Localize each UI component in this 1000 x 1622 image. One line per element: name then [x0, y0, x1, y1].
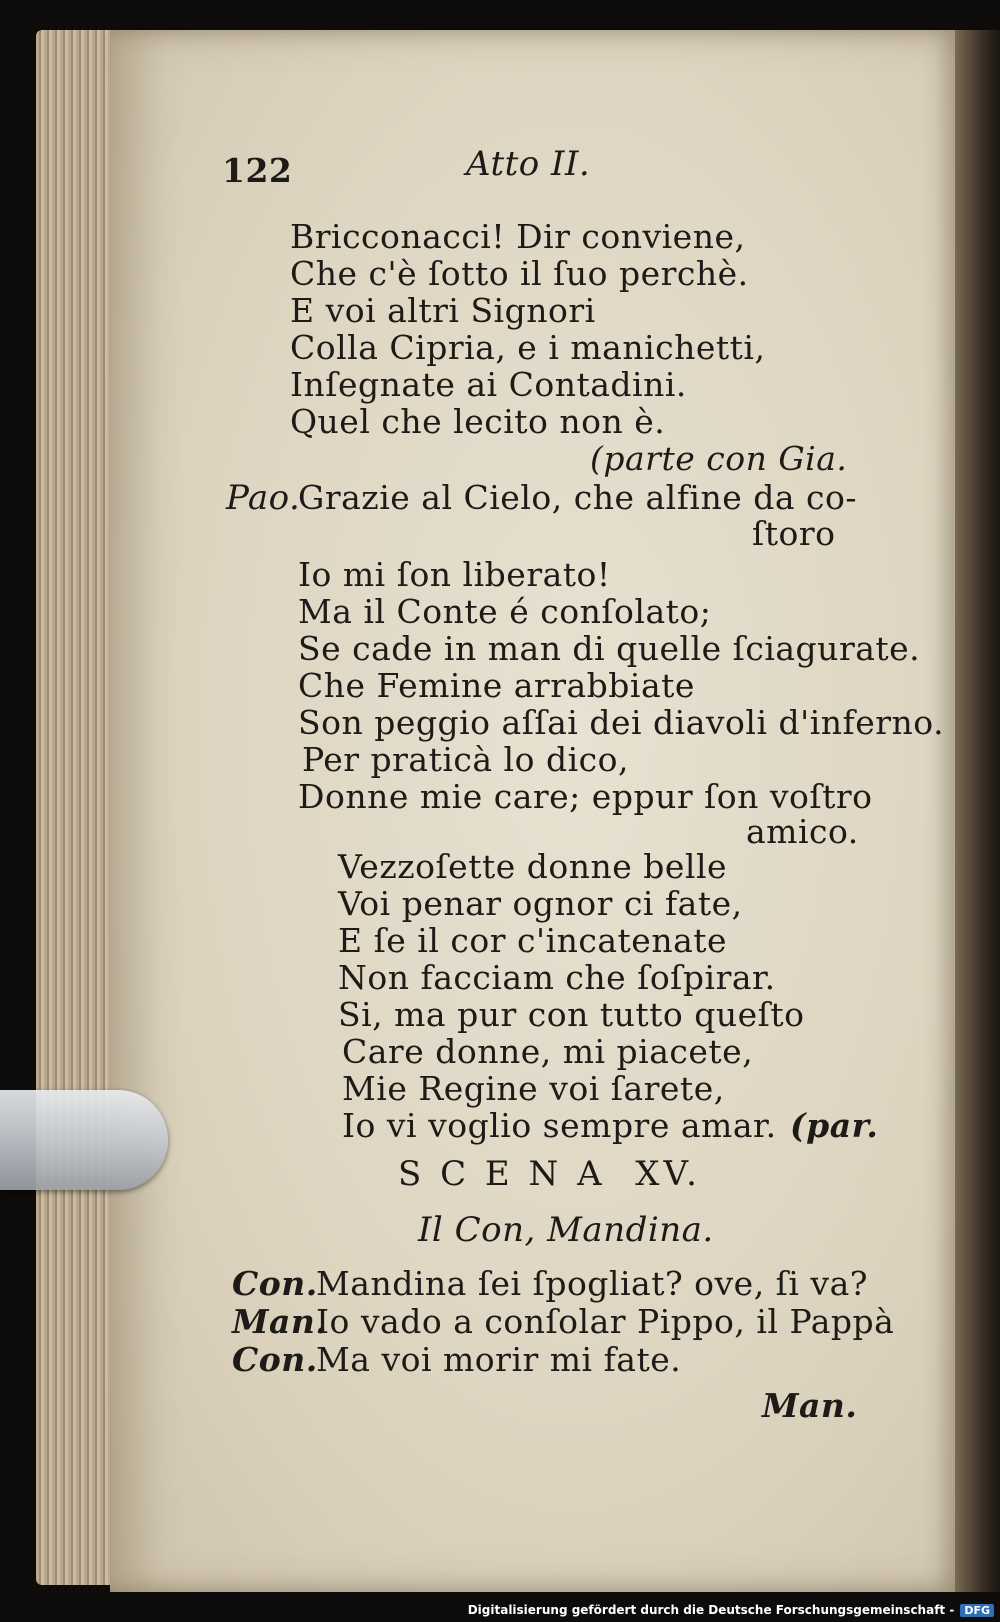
- verse-line: Quel che lecito non è.: [290, 402, 666, 441]
- page-clip: [0, 1090, 168, 1190]
- dfg-logo: DFG: [960, 1604, 994, 1617]
- aria-line: Mie Regine voi ſarete,: [342, 1069, 725, 1108]
- verse-line: Che Femine arrabbiate: [298, 666, 695, 705]
- digitization-footer: [468, 1600, 994, 1620]
- verse-line: Che c'è ſotto il ſuo perchè.: [290, 254, 749, 293]
- book-page-edges: [36, 30, 116, 1585]
- scene-characters: Il Con, Mandina.: [418, 1210, 714, 1250]
- aria-line: Si, ma pur con tutto queſto: [338, 995, 805, 1034]
- verse-line: Grazie al Cielo, che alfine da co-: [298, 478, 858, 517]
- aria-line: Vezzoſette donne belle: [338, 847, 728, 886]
- verse-line: Donne mie care; eppur ſon voſtro: [298, 777, 873, 816]
- verse-line: Son peggio aſſai dei diavoli d'inferno.: [298, 703, 945, 742]
- verse-line: Ma il Conte é conſolato;: [298, 592, 712, 631]
- verse-line: Se cade in man di quelle ſciagurate.: [298, 629, 921, 668]
- verse-line: Colla Cipria, e i manichetti,: [290, 328, 766, 367]
- verse-line-continuation: amico.: [746, 812, 859, 851]
- aria-line: Care donne, mi piacete,: [342, 1032, 754, 1071]
- dialogue-line: Mandina ſei ſpogliat? ove, ſi va?: [316, 1264, 868, 1303]
- dialogue-line: Io vado a conſolar Pippo, il Pappà: [316, 1302, 895, 1341]
- dialogue-line: Ma voi morir mi fate.: [316, 1340, 682, 1379]
- footer-text: Digitalisierung gefördert durch die Deutsche Forschungsgemeinschaft -: [467, 1603, 955, 1617]
- verse-line: E voi altri Signori: [290, 291, 596, 330]
- aria-line: E ſe il cor c'incatenate: [338, 921, 728, 960]
- speaker-label: Con.: [232, 1264, 318, 1303]
- catchword: Man.: [762, 1386, 858, 1425]
- verse-line: Io mi ſon liberato!: [298, 555, 611, 594]
- scene-title: S C E N A XV.: [398, 1154, 701, 1194]
- page-number: 122: [222, 151, 293, 190]
- book-cover-edge: [955, 30, 1000, 1592]
- aria-line: Non facciam che ſoſpirar.: [338, 958, 776, 997]
- verse-line: Inſegnate ai Contadini.: [290, 365, 687, 404]
- speaker-label: Man.: [232, 1302, 328, 1341]
- aria-line: Io vi voglio sempre amar.: [342, 1106, 777, 1145]
- speaker-label: Con.: [232, 1340, 318, 1379]
- verse-line: Per praticà lo dico,: [302, 740, 629, 779]
- stage-direction: (par.: [790, 1106, 879, 1145]
- stage-direction: (parte con Gia.: [590, 439, 848, 478]
- speaker-label: Pao.: [226, 478, 301, 518]
- verse-line-continuation: ſtoro: [752, 514, 836, 553]
- aria-line: Voi penar ognor ci fate,: [338, 884, 743, 923]
- running-head: Atto II.: [466, 144, 591, 184]
- verse-line: Bricconacci! Dir conviene,: [290, 217, 746, 256]
